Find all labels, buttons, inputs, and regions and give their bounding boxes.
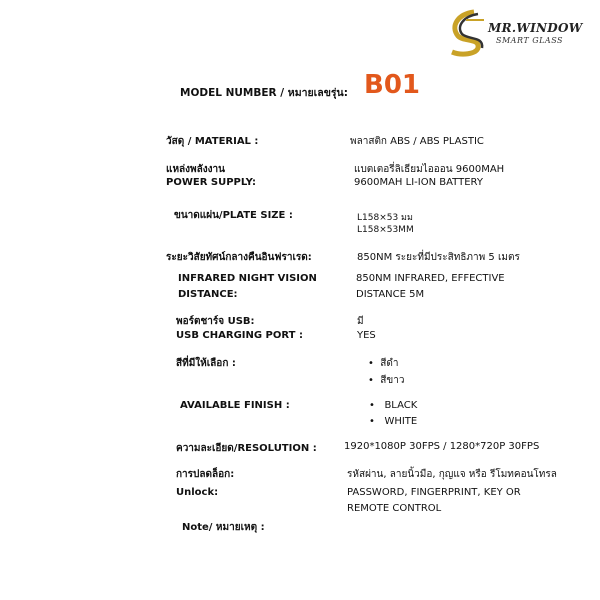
unlock-value-en-line2: REMOTE CONTROL xyxy=(347,503,442,514)
finish-option-th-1: • สีดำ xyxy=(368,358,399,369)
model-number-value: B01 xyxy=(364,70,420,100)
power-supply-label-en: POWER SUPPLY: xyxy=(166,177,257,188)
finish-label-th: สีที่มีให้เลือก : xyxy=(176,358,236,369)
unlock-label-th: การปลดล็อก: xyxy=(176,469,235,480)
plate-size-value-en: L158×53MM xyxy=(357,225,414,235)
plate-size-label: ขนาดแผ่น/PLATE SIZE : xyxy=(174,210,293,221)
usb-port-label-th: พอร์ตชาร์จ USB: xyxy=(176,316,255,327)
ir-distance-value-en-line2: DISTANCE 5M xyxy=(356,289,425,300)
note-label: Note/ หมายเหตุ : xyxy=(182,522,265,533)
power-supply-label-th: แหล่งพลังงาน xyxy=(166,164,225,175)
resolution-label: ความละเอียด/RESOLUTION : xyxy=(176,443,317,454)
model-number-label: MODEL NUMBER / หมายเลขรุ่น: xyxy=(180,87,348,99)
resolution-value: 1920*1080P 30FPS / 1280*720P 30FPS xyxy=(344,441,540,452)
power-supply-value-th: แบตเตอรี่ลิเธียมไอออน 9600MAH xyxy=(354,164,505,175)
material-label: วัสดุ / MATERIAL : xyxy=(166,136,259,147)
unlock-value-en-line1: PASSWORD, FINGERPRINT, KEY OR xyxy=(347,487,521,498)
ir-distance-label-th: ระยะวิสัยทัศน์กลางคืนอินฟราเรด: xyxy=(166,252,312,263)
power-supply-value-en: 9600MAH LI-ION BATTERY xyxy=(354,177,483,188)
ir-distance-value-en-line1: 850NM INFRARED, EFFECTIVE xyxy=(356,273,505,284)
usb-port-value-en: YES xyxy=(357,330,376,341)
brand-logo xyxy=(444,8,594,58)
finish-option-th-2: • สีขาว xyxy=(368,375,405,386)
finish-option-en-2: • WHITE xyxy=(369,416,418,427)
ir-distance-label-en-line2: DISTANCE: xyxy=(178,289,238,300)
usb-port-value-th: มี xyxy=(357,316,364,327)
logo-tagline: SMART GLASS xyxy=(496,36,564,45)
logo-brand-name: MR.WINDOW xyxy=(488,21,583,35)
finish-option-en-1: • BLACK xyxy=(369,400,418,411)
plate-size-value-th: L158×53 มม xyxy=(357,213,413,223)
unlock-value-th: รหัสผ่าน, ลายนิ้วมือ, กุญแจ หรือ รีโมทคอนโทรล xyxy=(347,469,557,480)
material-value: พลาสติก ABS / ABS PLASTIC xyxy=(350,136,484,147)
unlock-label-en: Unlock: xyxy=(176,487,219,498)
finish-label-en: AVAILABLE FINISH : xyxy=(180,400,290,411)
ir-distance-label-en-line1: INFRARED NIGHT VISION xyxy=(178,273,317,284)
usb-port-label-en: USB CHARGING PORT : xyxy=(176,330,303,341)
ir-distance-value-th: 850NM ระยะที่มีประสิทธิภาพ 5 เมตร xyxy=(357,252,520,263)
